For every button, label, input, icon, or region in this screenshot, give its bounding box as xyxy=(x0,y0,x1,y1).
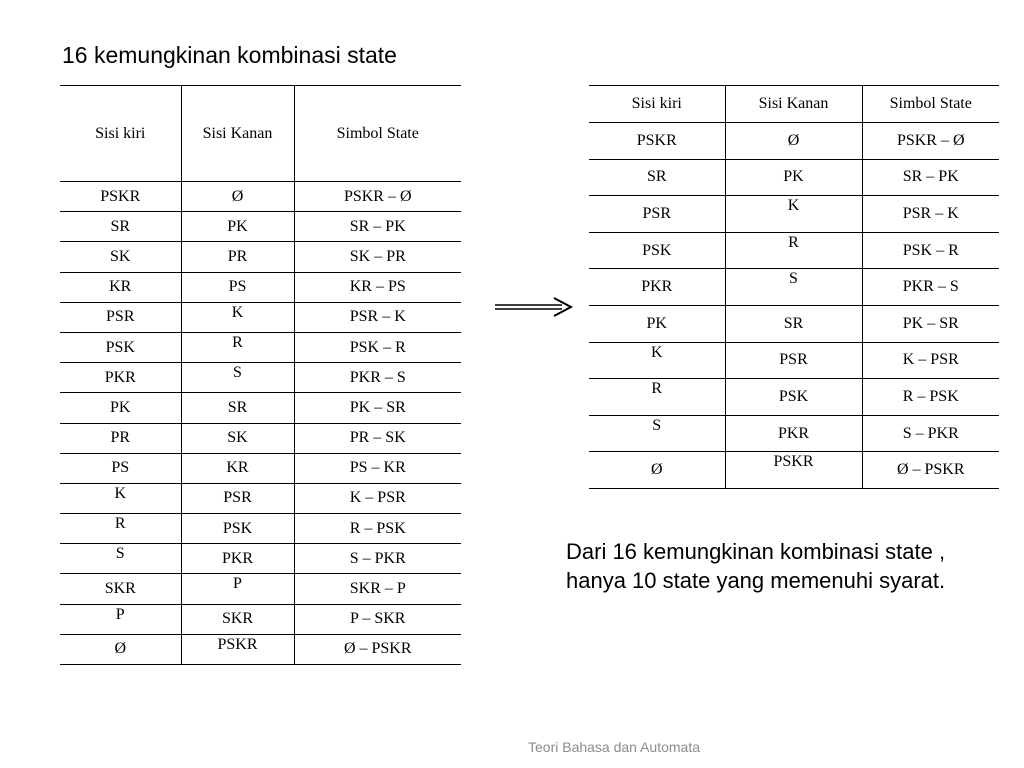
cell-sisi-kiri: PSK xyxy=(60,332,181,362)
table-row xyxy=(589,342,999,379)
cell-sisi-kanan: PKR xyxy=(725,415,862,452)
cell-sisi-kanan: PKR xyxy=(181,544,294,574)
cell-sisi-kanan: SR xyxy=(181,393,294,423)
cell-simbol-state: SR – PK xyxy=(862,159,999,196)
cell-simbol-state: K – PSR xyxy=(862,342,999,379)
header-sisi-kiri: Sisi kiri xyxy=(60,86,181,182)
cell-sisi-kiri: PR xyxy=(60,423,181,453)
cell-simbol-state: R – PSK xyxy=(294,514,461,544)
cell-simbol-state: Ø – PSKR xyxy=(294,634,461,664)
cell-sisi-kanan: R xyxy=(725,232,862,269)
table-row xyxy=(589,232,999,269)
cell-simbol-state: SR – PK xyxy=(294,212,461,242)
cell-sisi-kanan: PSR xyxy=(725,342,862,379)
cell-sisi-kiri: K xyxy=(60,483,181,513)
cell-sisi-kanan: PSKR xyxy=(725,452,862,489)
cell-sisi-kiri: PSK xyxy=(589,232,725,269)
table-body xyxy=(589,123,999,489)
cell-simbol-state: PSKR – Ø xyxy=(294,182,461,212)
cell-simbol-state: PR – SK xyxy=(294,423,461,453)
cell-simbol-state: R – PSK xyxy=(862,379,999,416)
table-row xyxy=(60,182,461,212)
cell-simbol-state: SKR – P xyxy=(294,574,461,604)
cell-simbol-state: PSK – R xyxy=(294,332,461,362)
cell-sisi-kiri: Ø xyxy=(60,634,181,664)
cell-sisi-kiri: PSR xyxy=(589,196,725,233)
header-simbol-state: Simbol State xyxy=(294,86,461,182)
cell-sisi-kanan: P xyxy=(181,574,294,604)
cell-sisi-kanan: SK xyxy=(181,423,294,453)
header-sisi-kanan: Sisi Kanan xyxy=(725,86,862,123)
table-row xyxy=(60,302,461,332)
cell-sisi-kiri: P xyxy=(60,604,181,634)
cell-sisi-kiri: K xyxy=(589,342,725,379)
cell-sisi-kanan: S xyxy=(725,269,862,306)
table-row xyxy=(589,379,999,416)
cell-simbol-state: PK – SR xyxy=(294,393,461,423)
cell-simbol-state: Ø – PSKR xyxy=(862,452,999,489)
table-row xyxy=(60,272,461,302)
cell-simbol-state: K – PSR xyxy=(294,483,461,513)
cell-simbol-state: PKR – S xyxy=(862,269,999,306)
cell-sisi-kanan: PR xyxy=(181,242,294,272)
cell-simbol-state: PSR – K xyxy=(294,302,461,332)
header-sisi-kiri: Sisi kiri xyxy=(589,86,725,123)
cell-simbol-state: P – SKR xyxy=(294,604,461,634)
table-row xyxy=(60,212,461,242)
summary-note: Dari 16 kemungkinan kombinasi state , hanya 10 state yang memenuhi syarat. xyxy=(566,539,946,593)
cell-sisi-kiri: PSR xyxy=(60,302,181,332)
cell-simbol-state: PSR – K xyxy=(862,196,999,233)
slide-title: 16 kemungkinan kombinasi state xyxy=(62,42,397,68)
cell-sisi-kanan: Ø xyxy=(725,123,862,160)
table-row xyxy=(60,393,461,423)
cell-sisi-kanan: R xyxy=(181,332,294,362)
cell-simbol-state: PKR – S xyxy=(294,363,461,393)
table-row xyxy=(589,196,999,233)
table-row xyxy=(60,483,461,513)
cell-sisi-kiri: SR xyxy=(589,159,725,196)
footer-text: Teori Bahasa dan Automata xyxy=(528,739,701,755)
cell-sisi-kanan: PSK xyxy=(181,514,294,544)
cell-simbol-state: S – PKR xyxy=(294,544,461,574)
cell-sisi-kiri: PKR xyxy=(60,363,181,393)
table-row xyxy=(589,159,999,196)
cell-simbol-state: SK – PR xyxy=(294,242,461,272)
cell-sisi-kiri: R xyxy=(589,379,725,416)
cell-sisi-kiri: R xyxy=(60,514,181,544)
cell-sisi-kanan: S xyxy=(181,363,294,393)
cell-simbol-state: PK – SR xyxy=(862,305,999,342)
header-simbol-state: Simbol State xyxy=(862,86,999,123)
cell-sisi-kiri: S xyxy=(60,544,181,574)
table-row xyxy=(589,269,999,306)
cell-sisi-kanan: SR xyxy=(725,305,862,342)
table-header-row xyxy=(589,86,999,123)
table-body xyxy=(60,182,461,665)
cell-simbol-state: PS – KR xyxy=(294,453,461,483)
valid-states-table xyxy=(589,85,999,489)
table-row xyxy=(60,634,461,664)
cell-sisi-kanan: Ø xyxy=(181,182,294,212)
cell-sisi-kanan: PSR xyxy=(181,483,294,513)
table-row xyxy=(60,544,461,574)
cell-simbol-state: S – PKR xyxy=(862,415,999,452)
cell-sisi-kiri: KR xyxy=(60,272,181,302)
table-row xyxy=(589,305,999,342)
cell-sisi-kanan: KR xyxy=(181,453,294,483)
cell-sisi-kanan: PS xyxy=(181,272,294,302)
table-row xyxy=(60,604,461,634)
table-row xyxy=(589,415,999,452)
cell-sisi-kanan: PK xyxy=(725,159,862,196)
cell-sisi-kiri: PK xyxy=(589,305,725,342)
cell-simbol-state: PSKR – Ø xyxy=(862,123,999,160)
right-arrow-icon xyxy=(494,296,574,318)
cell-simbol-state: PSK – R xyxy=(862,232,999,269)
cell-sisi-kiri: PKR xyxy=(589,269,725,306)
cell-sisi-kiri: PSKR xyxy=(60,182,181,212)
table-row xyxy=(60,242,461,272)
table-row xyxy=(589,123,999,160)
cell-sisi-kiri: PK xyxy=(60,393,181,423)
cell-sisi-kiri: PSKR xyxy=(589,123,725,160)
header-sisi-kanan: Sisi Kanan xyxy=(181,86,294,182)
cell-sisi-kanan: PK xyxy=(181,212,294,242)
cell-sisi-kiri: Ø xyxy=(589,452,725,489)
table-header-row xyxy=(60,86,461,182)
cell-sisi-kiri: SR xyxy=(60,212,181,242)
all-combinations-table xyxy=(60,85,461,665)
table-row xyxy=(60,514,461,544)
table-row xyxy=(589,452,999,489)
cell-sisi-kanan: K xyxy=(725,196,862,233)
table-row xyxy=(60,453,461,483)
cell-sisi-kiri: SKR xyxy=(60,574,181,604)
cell-sisi-kiri: S xyxy=(589,415,725,452)
table-row xyxy=(60,574,461,604)
cell-sisi-kiri: PS xyxy=(60,453,181,483)
table-row xyxy=(60,332,461,362)
cell-simbol-state: KR – PS xyxy=(294,272,461,302)
cell-sisi-kanan: PSK xyxy=(725,379,862,416)
cell-sisi-kanan: K xyxy=(181,302,294,332)
cell-sisi-kanan: PSKR xyxy=(181,634,294,664)
table-row xyxy=(60,423,461,453)
cell-sisi-kanan: SKR xyxy=(181,604,294,634)
cell-sisi-kiri: SK xyxy=(60,242,181,272)
table-row xyxy=(60,363,461,393)
